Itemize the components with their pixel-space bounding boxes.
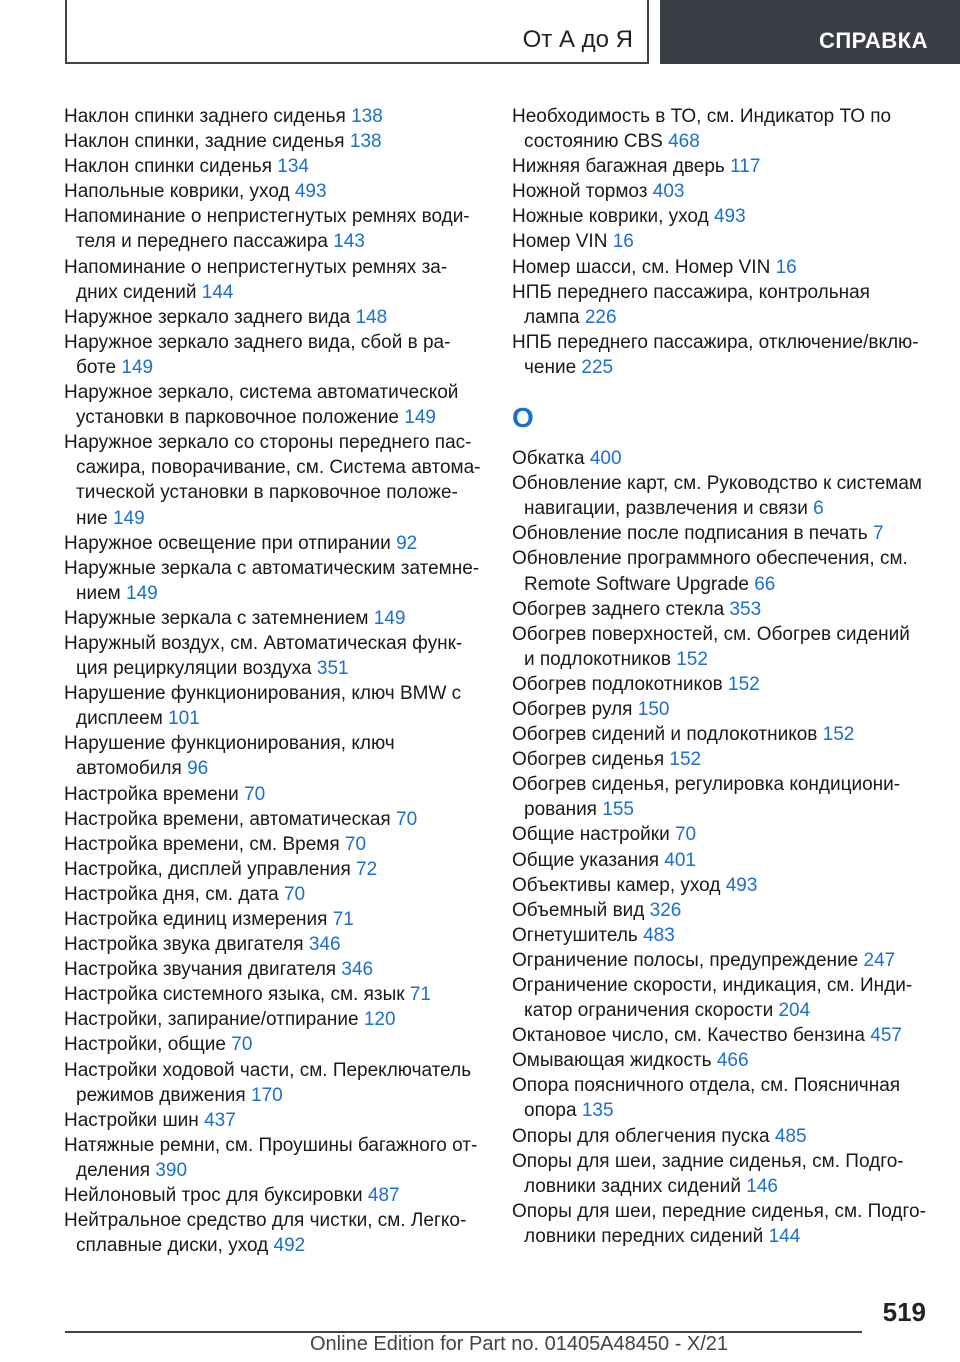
index-entry-page-link[interactable]: 16 bbox=[612, 231, 634, 253]
index-entry-term: Обогрев сиденья, регулировка кондициони- рования bbox=[512, 774, 901, 821]
index-entry-term: Напоминание о непристегнутых ремнях води- теля и переднего пассажира bbox=[64, 206, 470, 253]
index-column-left bbox=[64, 104, 482, 1258]
index-entry-page-link[interactable]: 150 bbox=[637, 698, 670, 720]
index-entry-page-link[interactable]: 16 bbox=[775, 256, 797, 278]
index-entry-page-link[interactable]: 117 bbox=[730, 156, 761, 178]
index-entry bbox=[64, 1208, 482, 1258]
index-entry-term: Настройки, общие bbox=[64, 1034, 232, 1056]
index-entry bbox=[512, 973, 932, 1023]
index-group-o bbox=[512, 446, 932, 1249]
index-entry bbox=[512, 154, 932, 179]
index-entry-term: Настройки шин bbox=[64, 1109, 205, 1131]
index-entry-term: Напольные коврики, уход bbox=[64, 181, 295, 203]
index-entry bbox=[64, 255, 482, 305]
index-entry-page-link[interactable]: 492 bbox=[273, 1235, 306, 1257]
index-entry bbox=[512, 1124, 932, 1149]
index-entry-term: Наружное освещение при отпирании bbox=[64, 532, 397, 554]
index-entry bbox=[512, 622, 932, 672]
index-entry bbox=[64, 1183, 482, 1208]
index-entry-term: Обновление после подписания в печать bbox=[512, 523, 873, 545]
index-entry-page-link[interactable]: 144 bbox=[768, 1225, 801, 1247]
index-entry-term: Нарушение функционирования, ключ автомобиля bbox=[64, 733, 395, 780]
index-entry-term: Настройка звука двигателя bbox=[64, 934, 309, 956]
index-entry-page-link[interactable]: 493 bbox=[713, 206, 746, 228]
index-entry-page-link[interactable]: 70 bbox=[231, 1034, 253, 1056]
index-entry-term: Необходимость в ТО, см. Индикатор ТО по состоянию CBS bbox=[512, 106, 892, 153]
index-entry-page-link[interactable]: 326 bbox=[649, 899, 682, 921]
index-entry bbox=[512, 1023, 932, 1048]
index-entry-page-link[interactable]: 70 bbox=[396, 808, 418, 830]
index-entry-term: Наклон спинки, задние сиденья bbox=[64, 131, 350, 153]
index-entry-page-link[interactable]: 390 bbox=[155, 1159, 188, 1181]
index-entry-page-link[interactable]: 466 bbox=[716, 1050, 749, 1072]
index-entry-term: Наружное зеркало заднего вида bbox=[64, 306, 356, 328]
index-entry bbox=[512, 1199, 932, 1249]
index-entry bbox=[512, 204, 932, 229]
index-entry-term: Натяжные ремни, см. Проушины багажного от- деления bbox=[64, 1134, 478, 1181]
index-entry-term: Настройка единиц измерения bbox=[64, 909, 333, 930]
footer-edition: Online Edition for Part no. 01405A48450 - X/21 bbox=[310, 1333, 729, 1355]
index-entry-page-link[interactable]: 148 bbox=[355, 306, 388, 328]
index-entry-term: НПБ переднего пассажира, контрольная лампа bbox=[512, 281, 870, 328]
index-entry-page-link[interactable]: 493 bbox=[725, 874, 758, 896]
index-entry-page-link[interactable]: 120 bbox=[363, 1009, 396, 1031]
index-entry-term: Обогрев сиденья bbox=[512, 749, 670, 771]
index-entry bbox=[64, 1007, 482, 1032]
index-entry-page-link[interactable]: 485 bbox=[774, 1125, 807, 1147]
index-entry bbox=[512, 772, 932, 822]
index-entry-term: Настройка времени, автоматическая bbox=[64, 808, 396, 830]
index-entry-term: Обогрев руля bbox=[512, 698, 638, 720]
index-entry bbox=[64, 1032, 482, 1057]
index-entry-term: Ограничение скорости, индикация, см. Инди- катор ограничения скорости bbox=[512, 975, 913, 1022]
index-entry bbox=[64, 681, 482, 731]
index-entry-page-link[interactable]: 149 bbox=[112, 507, 145, 529]
index-entry bbox=[512, 923, 932, 948]
index-entry-page-link[interactable]: 70 bbox=[674, 824, 697, 846]
index-entry bbox=[64, 204, 482, 254]
index-entry-term: Объективы камер, уход bbox=[512, 874, 726, 896]
index-entry-page-link[interactable]: 204 bbox=[778, 1000, 811, 1022]
index-entry-page-link[interactable]: 146 bbox=[746, 1175, 778, 1197]
index-entry-page-link[interactable]: 70 bbox=[244, 783, 266, 805]
index-entry bbox=[512, 280, 932, 330]
index-entry-page-link[interactable]: 101 bbox=[168, 708, 200, 730]
index-entry-term: Настройка системного языка, см. язык bbox=[64, 984, 410, 1006]
index-entry bbox=[64, 531, 482, 556]
index-entry-page-link[interactable]: 351 bbox=[316, 658, 349, 680]
index-entry bbox=[64, 606, 482, 631]
index-entry bbox=[64, 179, 482, 204]
index-entry-term: Опоры для облегчения пуска bbox=[512, 1125, 775, 1147]
index-entry-page-link[interactable]: 66 bbox=[754, 573, 776, 595]
index-entry-term: Ножной тормоз bbox=[512, 181, 653, 203]
index-entry-term: Наружное зеркало заднего вида, сбой в ра- боте bbox=[64, 331, 451, 378]
index-entry bbox=[512, 179, 932, 204]
index-entry-term: Обогрев поверхностей, см. Обогрев сидений и подлокотников bbox=[512, 623, 910, 670]
index-entry-page-link[interactable]: 346 bbox=[308, 934, 341, 956]
index-entry bbox=[512, 521, 932, 546]
index-entry-term: Напоминание о непристегнутых ремнях за- дних сидений bbox=[64, 256, 448, 303]
index-entry-page-link[interactable]: 353 bbox=[729, 598, 762, 620]
index-entry bbox=[64, 782, 482, 807]
index-entry-page-link[interactable]: 92 bbox=[396, 532, 418, 554]
index-entry bbox=[64, 154, 482, 179]
index-entry-term: Опоры для шеи, передние сиденья, см. Подго- ловники передних сидений bbox=[512, 1200, 926, 1247]
index-entry bbox=[512, 1048, 932, 1073]
index-entry bbox=[512, 873, 932, 898]
index-entry-page-link[interactable]: 134 bbox=[277, 156, 309, 178]
index-entry bbox=[512, 229, 932, 254]
header-section-tab bbox=[660, 0, 960, 64]
index-entry bbox=[64, 731, 482, 781]
index-entry bbox=[512, 255, 932, 280]
index-entry-term: Обогрев сидений и подлокотников bbox=[512, 724, 823, 746]
index-entry bbox=[64, 832, 482, 857]
index-entry-term: Наружные зеркала с затемнением bbox=[64, 607, 374, 629]
index-entry-page-link[interactable]: 457 bbox=[870, 1025, 902, 1047]
index-entry bbox=[64, 932, 482, 957]
index-entry bbox=[64, 380, 482, 430]
page-number: 519 bbox=[882, 1297, 926, 1327]
index-entry-term: Ограничение полосы, предупреждение bbox=[512, 949, 864, 971]
index-entry-page-link[interactable]: 143 bbox=[333, 231, 365, 253]
index-entry-page-link[interactable]: 6 bbox=[813, 498, 824, 520]
index-entry-term: Объемный вид bbox=[512, 899, 650, 921]
index-entry-page-link[interactable]: 135 bbox=[581, 1100, 614, 1122]
index-entry bbox=[64, 982, 482, 1007]
index-entry-term: Обогрев подлокотников bbox=[512, 673, 729, 695]
index-entry-page-link[interactable]: 149 bbox=[373, 607, 406, 629]
index-entry-page-link[interactable]: 152 bbox=[676, 648, 708, 670]
index-entry bbox=[64, 430, 482, 530]
index-entry-page-link[interactable]: 225 bbox=[581, 356, 614, 378]
index-entry-page-link[interactable]: 149 bbox=[121, 356, 154, 378]
index-entry bbox=[512, 822, 932, 847]
index-entry bbox=[512, 597, 932, 622]
index-entry bbox=[64, 631, 482, 681]
index-entry-page-link[interactable]: 400 bbox=[589, 448, 622, 470]
index-entry-page-link[interactable]: 138 bbox=[351, 106, 383, 127]
index-entry-page-link[interactable]: 70 bbox=[283, 883, 306, 905]
index-entry-page-link[interactable]: 247 bbox=[863, 949, 896, 971]
index-entry-term: Нейлоновый трос для буксировки bbox=[64, 1185, 368, 1207]
index-entry-page-link[interactable]: 72 bbox=[356, 858, 378, 880]
index-entry-term: Наружное зеркало со стороны переднего пас- сажира, поворачивание, см. Система автома- тической установки в парковочное положе- ние bbox=[64, 432, 481, 529]
index-entry-page-link[interactable]: 437 bbox=[204, 1109, 236, 1131]
index-entry-term: Обновление карт, см. Руководство к системам навигации, развлечения и связи bbox=[512, 473, 922, 520]
index-entry-term: Октановое число, см. Качество бензина bbox=[512, 1025, 871, 1047]
index-entry-page-link[interactable]: 403 bbox=[652, 181, 685, 203]
index-entry-page-link[interactable]: 401 bbox=[664, 849, 696, 871]
index-entry-term: Номер шасси, см. Номер VIN bbox=[512, 256, 776, 278]
index-entry-term: Настройка дня, см. дата bbox=[64, 883, 284, 905]
index-entry-page-link[interactable]: 152 bbox=[728, 673, 760, 695]
index-letter-heading: О bbox=[512, 402, 534, 434]
index-entry-page-link[interactable]: 144 bbox=[201, 281, 234, 303]
index-entry-page-link[interactable]: 483 bbox=[643, 924, 675, 946]
index-entry bbox=[512, 948, 932, 973]
index-entry-page-link[interactable]: 152 bbox=[822, 724, 855, 746]
index-entry-term: Настройка, дисплей управления bbox=[64, 858, 357, 880]
index-entry-term: Общие указания bbox=[512, 849, 665, 871]
index-entry-term: Настройка звучания двигателя bbox=[64, 959, 342, 981]
index-entry bbox=[64, 330, 482, 380]
index-entry-term: Наклон спинки сиденья bbox=[64, 156, 278, 178]
index-entry-term: Настройка времени, см. Время bbox=[64, 833, 345, 855]
index-entry-term: Нижняя багажная дверь bbox=[512, 156, 731, 178]
index-entry-term: Общие настройки bbox=[512, 824, 675, 846]
index-entry-term: Обкатка bbox=[512, 448, 590, 470]
index-entry bbox=[512, 747, 932, 772]
index-entry bbox=[512, 1149, 932, 1199]
index-entry-page-link[interactable]: 7 bbox=[872, 523, 884, 545]
index-entry-term: Огнетушитель bbox=[512, 924, 644, 946]
index-entry-term: Настройки ходовой части, см. Переключатель режимов движения bbox=[64, 1059, 472, 1106]
index-entry-page-link[interactable]: 70 bbox=[344, 833, 367, 855]
index-entry-page-link[interactable]: 149 bbox=[126, 582, 158, 604]
index-entry bbox=[512, 672, 932, 697]
index-entry bbox=[512, 104, 932, 154]
index-entry-term: Омывающая жидкость bbox=[512, 1050, 717, 1072]
index-entry-term: Наружный воздух, см. Автоматическая функ- ция рециркуляции воздуха bbox=[64, 632, 463, 680]
header-title: От А до Я bbox=[522, 26, 633, 53]
index-entry bbox=[512, 1073, 932, 1123]
index-entry bbox=[512, 471, 932, 521]
index-entry-term: Обновление программного обеспечения, см. Remote Software Upgrade bbox=[512, 548, 908, 595]
index-entry bbox=[512, 848, 932, 873]
index-entry bbox=[64, 907, 482, 932]
index-entry bbox=[512, 697, 932, 722]
index-entry-term: Ножные коврики, уход bbox=[512, 206, 714, 228]
index-column-right bbox=[512, 104, 932, 1249]
index-entry bbox=[64, 104, 482, 129]
index-group-n bbox=[512, 104, 932, 380]
index-entry-term: НПБ переднего пассажира, отключение/вклю- чение bbox=[512, 331, 919, 378]
index-entry bbox=[64, 305, 482, 330]
index-entry bbox=[64, 1058, 482, 1108]
index-entry-term: Нейтральное средство для чистки, см. Легко- сплавные диски, уход bbox=[64, 1210, 467, 1257]
index-entry-term: Номер VIN bbox=[512, 231, 613, 253]
index-entry-page-link[interactable]: 487 bbox=[367, 1185, 400, 1207]
index-entry-term: Настройка времени bbox=[64, 783, 245, 805]
index-entry bbox=[64, 129, 482, 154]
index-entry bbox=[64, 807, 482, 832]
index-entry-page-link[interactable]: 71 bbox=[409, 984, 431, 1006]
index-entry bbox=[64, 957, 482, 982]
index-entry-page-link[interactable]: 493 bbox=[294, 181, 327, 203]
index-entry-page-link[interactable]: 138 bbox=[349, 131, 382, 153]
index-entry-term: Опоры для шеи, задние сиденья, см. Подго- ловники задних сидений bbox=[512, 1150, 904, 1197]
index-entry-page-link[interactable]: 170 bbox=[251, 1084, 283, 1106]
index-entry-term: Наружные зеркала с автоматическим затемне- нием bbox=[64, 557, 480, 604]
header-section-label: СПРАВКА bbox=[818, 28, 928, 53]
index-entry bbox=[512, 330, 932, 380]
index-entry bbox=[512, 446, 932, 471]
index-entry-page-link[interactable]: 226 bbox=[584, 306, 617, 328]
index-entry-term: Наружное зеркало, система автоматической установки в парковочное положение bbox=[64, 382, 459, 429]
index-entry-term: Нарушение функционирования, ключ BMW с дисплеем bbox=[64, 683, 462, 730]
index-entry-page-link[interactable]: 149 bbox=[404, 407, 436, 429]
index-entry-page-link[interactable]: 155 bbox=[602, 799, 634, 821]
index-entry-page-link[interactable]: 468 bbox=[668, 131, 700, 153]
index-entry bbox=[64, 882, 482, 907]
index-entry bbox=[512, 722, 932, 747]
index-entry-page-link[interactable]: 346 bbox=[341, 959, 374, 981]
index-entry bbox=[512, 546, 932, 596]
header-title-box bbox=[65, 0, 649, 64]
index-entry-page-link[interactable]: 152 bbox=[669, 749, 702, 771]
index-entry bbox=[512, 898, 932, 923]
index-entry-term: Опора поясничного отдела, см. Поясничная опора bbox=[512, 1075, 901, 1122]
index-entry bbox=[64, 1108, 482, 1133]
index-entry-term: Наклон спинки заднего сиденья bbox=[64, 106, 352, 127]
index-entry bbox=[64, 857, 482, 882]
index-entry bbox=[64, 556, 482, 606]
index-entry-page-link[interactable]: 71 bbox=[332, 909, 354, 930]
index-entry bbox=[64, 1133, 482, 1183]
index-entry-page-link[interactable]: 96 bbox=[187, 758, 209, 780]
index-entry-term: Настройки, запирание/отпирание bbox=[64, 1009, 364, 1031]
index-entry-term: Обогрев заднего стекла bbox=[512, 598, 730, 620]
